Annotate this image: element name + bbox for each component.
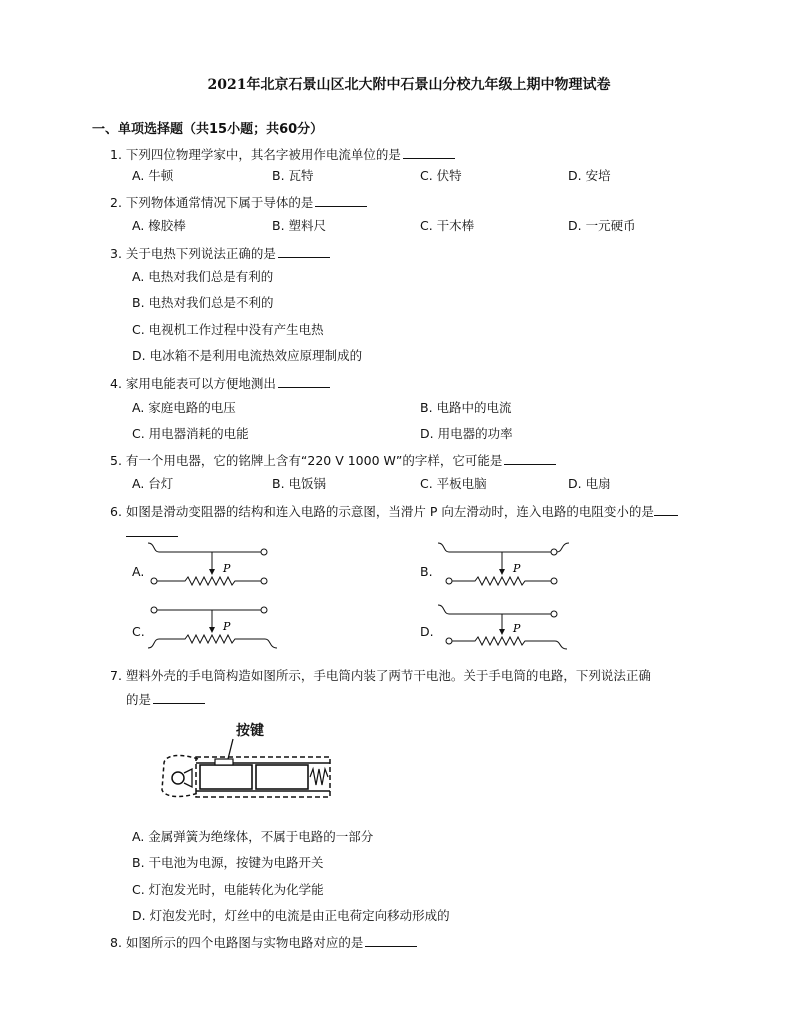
q7-option-a: A. 金属弹簧为绝缘体，不属于电路的一部分 [132, 829, 374, 844]
answer-blank [278, 245, 330, 258]
q4-option-d: D. 用电器的功率 [420, 426, 513, 441]
q6-option-a: A. [132, 564, 145, 579]
q1-option-c: C. 伏特 [420, 168, 462, 183]
question-5-text: 5. 有一个用电器，它的铭牌上含有“220 V 1000 W”的字样，它可能是 [110, 453, 503, 468]
q2-option-d: D. 一元硬币 [568, 218, 636, 233]
q4-option-c: C. 用电器消耗的电能 [132, 426, 249, 441]
q6-option-c: C. [132, 624, 145, 639]
q7-option-d: D. 灯泡发光时，灯丝中的电流是由正电荷定向移动形成的 [132, 908, 450, 923]
q1-option-b: B. 瓦特 [272, 168, 314, 183]
slider-p-label: P [513, 562, 521, 575]
q3-option-a: A. 电热对我们总是有利的 [132, 269, 274, 284]
question-2-stem [110, 193, 367, 211]
answer-blank [365, 934, 417, 947]
q6-option-d: D. [420, 624, 434, 639]
question-6-text: 6. 如图是滑动变阻器的结构和连入电路的示意图，当滑片 P 向左滑动时，连入电路的电阻变小的是 [110, 504, 654, 519]
q4-option-a: A. 家庭电路的电压 [132, 400, 236, 415]
q2-option-b: B. 塑料尺 [272, 218, 327, 233]
question-7-stem: 7. 塑料外壳的手电筒构造如图所示，手电筒内装了两节干电池。关于手电筒的电路，下列说法正确 [110, 668, 651, 683]
question-6-stem [110, 502, 678, 520]
q5-option-a: A. 台灯 [132, 476, 174, 491]
q3-option-d: D. 电冰箱不是利用电流热效应原理制成的 [132, 348, 363, 363]
q4-option-b: B. 电路中的电流 [420, 400, 512, 415]
q5-option-d: D. 电扇 [568, 476, 611, 491]
answer-blank [278, 375, 330, 388]
answer-blank [315, 194, 367, 207]
answer-blank [403, 146, 455, 159]
question-3-stem [110, 244, 330, 262]
q2-option-c: C. 干木棒 [420, 218, 475, 233]
question-2-text: 2. 下列物体通常情况下属于导体的是 [110, 195, 314, 210]
question-7-text: 的是 [126, 692, 152, 707]
question-8-stem [110, 933, 417, 951]
question-1-text: 1. 下列四位物理学家中，其名字被用作电流单位的是 [110, 147, 401, 162]
q1-option-d: D. 安培 [568, 168, 611, 183]
question-3-text: 3. 关于电热下列说法正确的是 [110, 246, 276, 261]
question-4-stem [110, 374, 330, 392]
q7-option-b: B. 干电池为电源，按键为电路开关 [132, 855, 324, 870]
rheostat-diagram-c [145, 602, 285, 652]
question-8-text: 8. 如图所示的四个电路图与实物电路对应的是 [110, 935, 364, 950]
page-title: 2021年北京石景山区北大附中石景山分校九年级上期中物理试卷 [207, 77, 611, 93]
answer-blank [153, 691, 205, 704]
rheostat-diagram-d [435, 602, 575, 652]
answer-blank [504, 452, 556, 465]
slider-p-label: P [223, 620, 231, 633]
q3-option-b: B. 电热对我们总是不利的 [132, 295, 274, 310]
slider-p-label: P [513, 622, 521, 635]
q7-option-c: C. 灯泡发光时，电能转化为化学能 [132, 882, 324, 897]
question-7-stem-continued [126, 690, 205, 708]
q5-option-b: B. 电饭锅 [272, 476, 327, 491]
q3-option-c: C. 电视机工作过程中没有产生电热 [132, 322, 324, 337]
question-1-stem [110, 145, 455, 163]
rheostat-diagram-a [145, 540, 275, 590]
rheostat-diagram-b [435, 540, 575, 590]
q2-option-a: A. 橡胶棒 [132, 218, 186, 233]
answer-blank-continued [126, 536, 178, 537]
flashlight-diagram [160, 735, 335, 810]
q5-option-c: C. 平板电脑 [420, 476, 487, 491]
section-heading: 一、单项选择题（共15小题；共60分） [92, 122, 324, 137]
slider-p-label: P [223, 562, 231, 575]
question-4-text: 4. 家用电能表可以方便地测出 [110, 376, 276, 391]
q1-option-a: A. 牛顿 [132, 168, 174, 183]
button-label: 按键 [236, 723, 264, 739]
answer-blank [654, 503, 678, 516]
q6-option-b: B. [420, 564, 433, 579]
question-5-stem [110, 451, 556, 469]
